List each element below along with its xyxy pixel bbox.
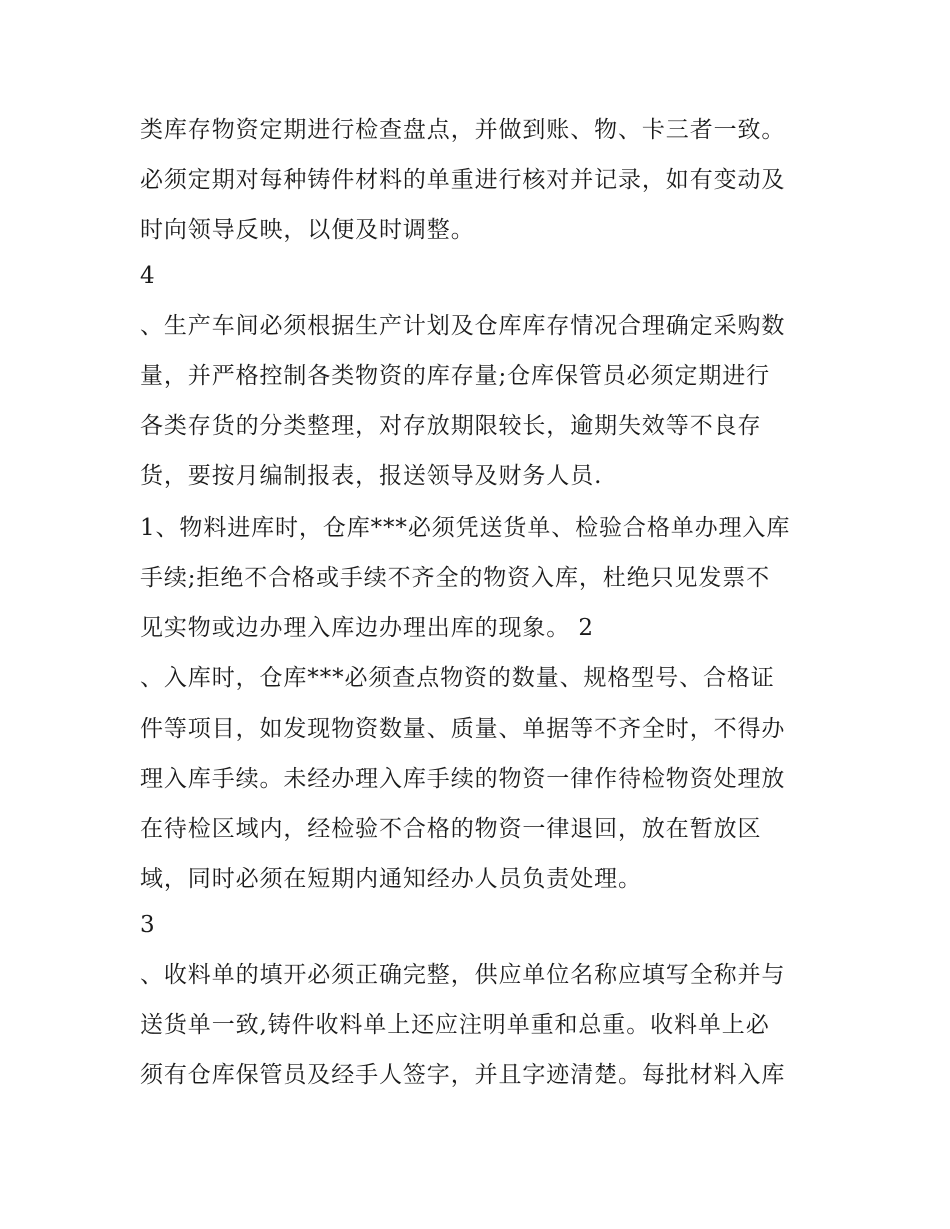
text-line: 理入库手续。未经办理入库手续的物资一律作待检物资处理放 <box>140 766 786 792</box>
text-line: 见实物或边办理入库边办理出库的现象。 2 <box>140 615 594 641</box>
text-line: 在待检区域内，经检验不合格的物资一律退回，放在暂放区 <box>140 816 762 842</box>
text-line: 必须定期对每种铸件材料的单重进行核对并记录，如有变动及 <box>140 167 786 193</box>
text-line: 、入库时，仓库***必须查点物资的数量、规格型号、合格证 <box>140 665 775 691</box>
text-line: 时向领导反映，以便及时调整。 <box>140 217 475 243</box>
text-line: 类库存物资定期进行检查盘点，并做到账、物、卡三者一致。 <box>140 117 786 143</box>
text-line: 3 <box>140 912 156 938</box>
text-line: 、收料单的填开必须正确完整，供应单位名称应填写全称并与 <box>140 962 786 988</box>
text-line: 送货单一致,铸件收料单上还应注明单重和总重。收料单上必 <box>140 1012 770 1038</box>
text-line: 量，并严格控制各类物资的库存量;仓库保管员必须定期进行 <box>140 363 771 389</box>
text-line: 4 <box>140 263 156 289</box>
text-line: 货，要按月编制报表，报送领导及财务人员. <box>140 463 603 489</box>
text-line: 1、物料进库时，仓库***必须凭送货单、检验合格单办理入库 <box>140 515 791 541</box>
text-line: 域，同时必须在短期内通知经办人员负责处理。 <box>140 866 642 892</box>
text-line: 须有仓库保管员及经手人签字，并且字迹清楚。每批材料入库 <box>140 1062 786 1088</box>
text-line: 件等项目，如发现物资数量、质量、单据等不齐全时，不得办 <box>140 716 786 742</box>
text-line: 各类存货的分类整理，对存放期限较长，逾期失效等不良存 <box>140 413 762 439</box>
text-line: 、生产车间必须根据生产计划及仓库库存情况合理确定采购数 <box>140 313 786 339</box>
text-line: 手续;拒绝不合格或手续不齐全的物资入库，杜绝只见发票不 <box>140 565 771 591</box>
